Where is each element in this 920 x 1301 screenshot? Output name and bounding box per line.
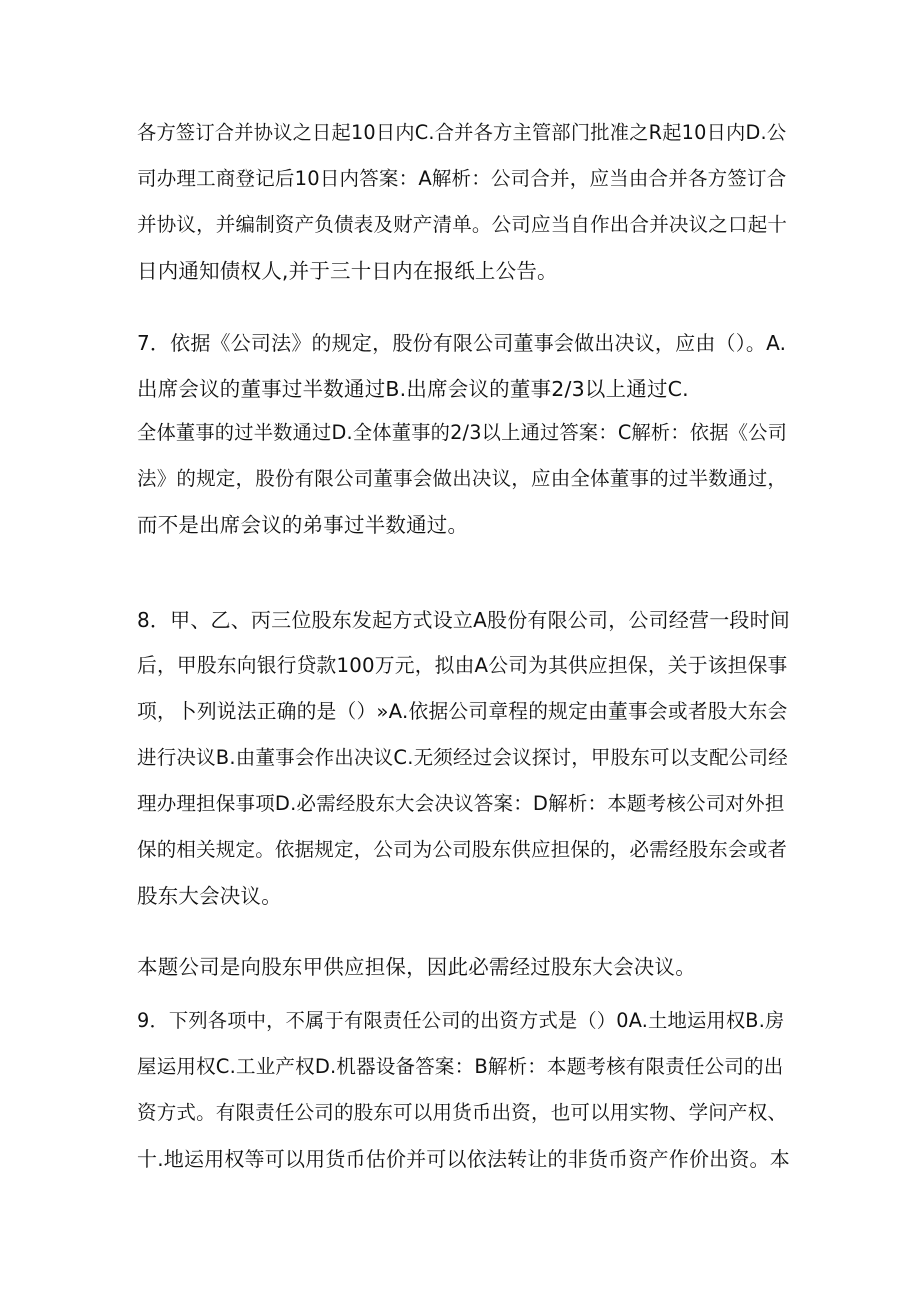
text-line: 9．下列各项中，不属于有限责任公司的出资方式是（）0A.土地运用权B.房 <box>137 1009 785 1032</box>
paragraph-question-8-note <box>137 944 791 990</box>
text-line: 后，甲股东向银行贷款100万元，拟由A公司为其供应担保，关于该担保事 <box>137 654 788 677</box>
text-line: 司办理工商登记后10日内答案：A解析：公司合并，应当由合并各方签订合 <box>137 167 787 190</box>
text-line: 并协议，并编制资产负债表及财产清单。公司应当自作出合并决议之口起十 <box>137 213 788 236</box>
text-line: 项，卜列说法正确的是（）»A.依据公司章程的规定由董事会或者股大东会 <box>137 700 788 723</box>
text-line: 日内通知债权人,并于三十日内在报纸上公告。 <box>137 259 558 283</box>
text-line: 股东大会决议。 <box>137 884 282 908</box>
text-line: 而不是出席会议的弟事过半数通过。 <box>137 513 469 537</box>
text-line: 十.地运用权等可以用货币估价并可以依法转让的非货币资产作价出资。本 <box>137 1147 790 1171</box>
text-line: 7．依据《公司法》的规定，股份有限公司董事会做出决议，应由（）。A. <box>137 331 787 355</box>
text-line: 理办理担保事项D.必需经股东大会决议答案：D解析：本题考核公司对外担 <box>137 792 785 815</box>
text-line: 各方签订合并协议之日起10日内C.合并各方主管部门批准之R起10日内D.公 <box>137 121 787 144</box>
paragraph-question-7 <box>137 320 791 412</box>
text-line: 全体董事的过半数通过D.全体董事的2/3以上通过答案：C解析：依据《公司 <box>137 421 788 444</box>
text-line: 法》的规定，股份有限公司董事会做出决议，应由全体董事的过半数通过， <box>137 467 788 490</box>
paragraph-question-9 <box>137 998 791 1182</box>
paragraph-question-7-answer <box>137 410 791 548</box>
text-line: 进行决议B.由董事会作出决议C.无须经过会议探讨，甲股东可以支配公司经 <box>137 746 788 769</box>
text-line: 保的相关规定。依据规定，公司为公司股东供应担保的，必需经股东会或者 <box>137 838 788 861</box>
text-line: 8．甲、乙、丙三位股东发起方式设立A股份有限公司，公司经营一段时间 <box>137 608 791 632</box>
paragraph-merger-answer <box>137 110 791 294</box>
text-line: 资方式。有限责任公司的股东可以用货币出资，也可以用实物、学问产权、 <box>137 1101 788 1124</box>
text-line: 出席会议的董事过半数通过B.出席会议的董事2/3以上通过C. <box>137 377 689 401</box>
text-line: 本题公司是向股东甲供应担保，因此必需经过股东大会决议。 <box>137 955 696 979</box>
text-line: 屋运用权C.工业产权D.机器设备答案：B解析：本题考核有限责任公司的出 <box>137 1055 784 1078</box>
paragraph-question-8 <box>137 597 791 919</box>
